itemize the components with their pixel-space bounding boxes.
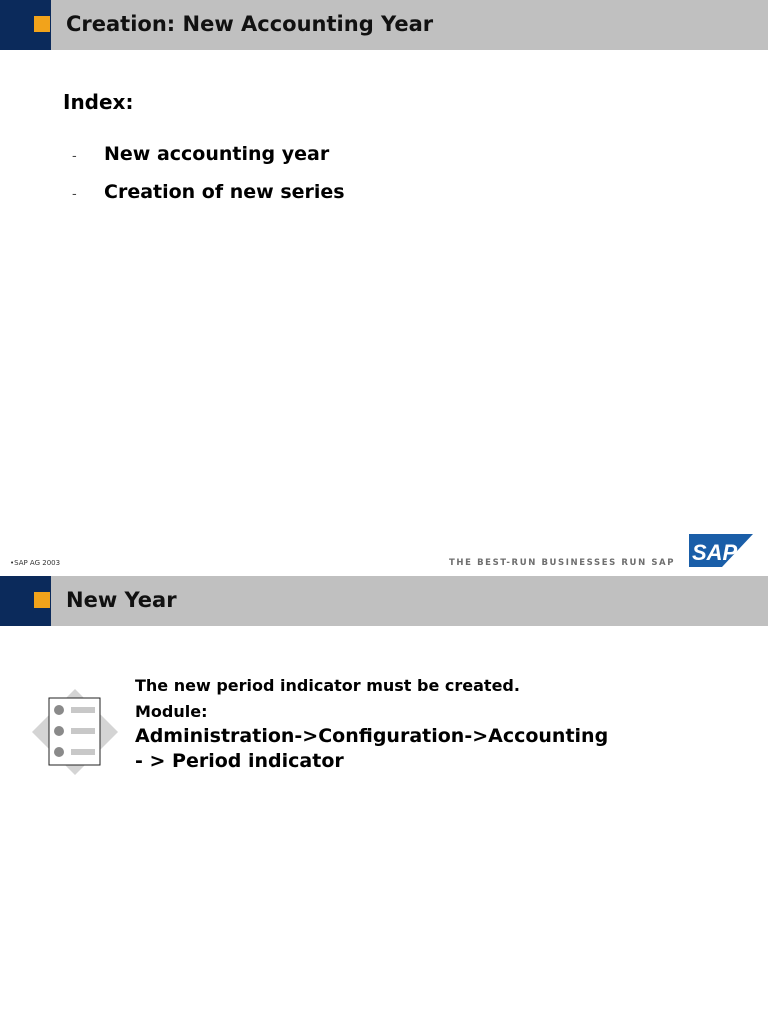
index-item-creation-of-new-series xyxy=(72,181,345,203)
module-label: Module: xyxy=(135,702,208,721)
title-orange-square xyxy=(34,592,50,608)
title-orange-square xyxy=(34,16,50,32)
footer-copyright: •SAP AG 2003 xyxy=(10,559,61,567)
slide2-title: New Year xyxy=(66,588,177,612)
slide1-title-bar xyxy=(0,0,768,50)
footer-tagline: THE BEST-RUN BUSINESSES RUN SAP xyxy=(449,558,676,568)
slide1-title: Creation: New Accounting Year xyxy=(66,12,434,36)
index-item-new-accounting-year xyxy=(72,143,329,165)
slide2-title-bar xyxy=(0,576,768,626)
checklist-icon xyxy=(32,689,118,775)
sap-logo xyxy=(689,534,753,567)
bullet-dash: - xyxy=(72,149,77,164)
instruction-text: The new period indicator must be created. xyxy=(135,676,520,695)
index-heading: Index: xyxy=(63,90,134,114)
index-item-label: Creation of new series xyxy=(104,181,345,203)
index-item-label: New accounting year xyxy=(104,143,330,165)
bullet-dash: - xyxy=(72,187,77,202)
menu-path: Administration->Configuration->Accounting xyxy=(135,725,609,747)
sap-logo-text: SAP xyxy=(692,540,738,565)
menu-path-continued: - > Period indicator xyxy=(135,750,344,772)
